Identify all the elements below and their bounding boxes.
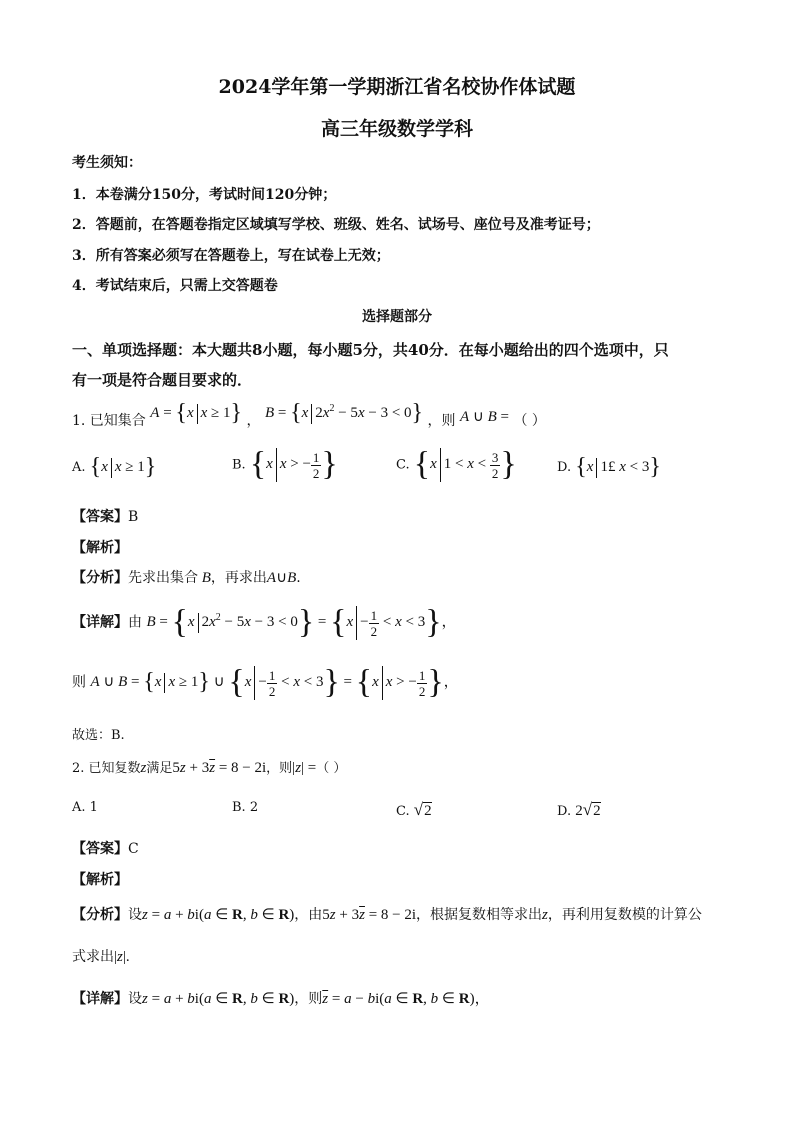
q1-ze: 则 <box>72 674 86 691</box>
q1-stem-paren: （ ） <box>513 412 546 429</box>
q2-option-a: A. 1 <box>72 800 98 815</box>
notice-item-2: 2．答题前，在答题卷指定区域填写学校、班级、姓名、试场号、座位号及准考证号； <box>72 217 600 233</box>
q2-fenxi-you: ，由 <box>294 907 323 923</box>
q1-stem-prefix: 1. 已知集合 <box>72 412 146 429</box>
q1-xiangjie-tag: 【详解】 <box>72 614 128 631</box>
q1-answer-tag: 【答案】 <box>72 509 128 525</box>
q2-fenxi-line2: 式求出|z|. <box>72 949 130 965</box>
question-1-stem: 1. 已知集合 A = {x x ≥ 1} ， B = {x $2x^2 - 5x - 3 < 0$} ，则 A ∪ B = （ ） <box>72 400 546 429</box>
q1-fenxi-text2: ，再求出 <box>210 570 267 586</box>
q2-xiangjie-she: 设 <box>128 991 142 1007</box>
q2-option-c: C. √2 <box>396 800 432 819</box>
q1-option-d: D. {x 1£ x < 3} <box>557 454 661 480</box>
section-instruction-line2: 有一项是符合题目要求的． <box>72 371 253 389</box>
exam-subtitle: 高三年级数学学科 <box>320 118 473 140</box>
q1-fenxi-text: 先求出集合 <box>128 570 198 586</box>
q2-fenxi-she: 设 <box>128 907 142 923</box>
q1-set-b: B = {x $2x^2 - 5x - 3 < 0$} <box>264 400 424 426</box>
notice-item-1: 1．本卷满分150分，考试时间120分钟； <box>72 187 337 203</box>
question-2-stem: 2. 已知复数z满足$5z + 3\overline{z} = 8 - 2i$，则|z| =（ ） <box>72 760 347 776</box>
q2-fenxi: 【分析】设z = a + bi(a ∈ R, b ∈ R)，由$5z + 3\overline{z} = 8 - 2i$，根据复数相等求出z，再利用复数模的计算公 <box>72 907 702 923</box>
q1-fenxi-tag: 【分析】 <box>72 570 128 586</box>
q2-xiangjie-tag: 【详解】 <box>72 991 128 1007</box>
section-instruction-line1: 一、单项选择题：本大题共8小题，每小题5分，共40分．在每小题给出的四个选项中，只 <box>72 341 669 359</box>
q2-analysis-tag: 【解析】 <box>72 872 128 888</box>
q2-stem-suffix: ，则 <box>266 761 293 776</box>
q1-option-b-label: B. <box>232 457 246 473</box>
section-title: 选择题部分 <box>362 309 432 325</box>
q1-xiangjie: 【详解】由 B = {x $2x^2 - 5x - 3 < 0\} = \{x$ − $\frac{1}{2}$ < x < 3}， <box>72 604 457 641</box>
q2-xiangjie: 【详解】设z = a + bi(a ∈ R, b ∈ R)，则$\overline{z} = a - bi(a$ ∈ R, b ∈ R)， <box>72 991 490 1007</box>
q2-fenxi-tag: 【分析】 <box>72 907 128 923</box>
q2-xiangjie-ze: ，则 <box>294 991 323 1007</box>
q2-fenxi-text2: ，再利用复数模的计算公 <box>547 907 702 923</box>
q2-answer <box>72 838 139 858</box>
q2-option-d-label: D. <box>557 804 572 819</box>
q2-answer-value: C <box>128 841 139 857</box>
q2-answer-tag: 【答案】 <box>72 841 128 857</box>
q1-option-c: C. {x 1 < x < $\frac{3}{2}$ } <box>396 446 517 483</box>
q1-answer <box>72 506 138 526</box>
q1-option-b: B. {x x > − $\frac{1}{2}$ } <box>232 446 338 483</box>
q2-option-d: D. 2√2 <box>557 800 601 819</box>
q1-xiangjie-you: 由 <box>128 614 142 631</box>
q2-stem-paren: （ ） <box>316 761 347 776</box>
q1-xiangjie-line2: 则 A ∪ B = {x x ≥ 1} ∪ {x − $\frac{1}{2}$ < x < 3} = {x x > − $\frac{1}{2}$ }， <box>72 664 459 701</box>
notice-item-3: 3．所有答案必须写在答题卷上，写在试卷上无效； <box>72 248 390 264</box>
exam-title: 2024学年第一学期浙江省名校协作体试题 <box>218 76 576 98</box>
q2-option-c-label: C. <box>396 804 410 819</box>
q1-option-c-label: C. <box>396 457 410 473</box>
q1-analysis-tag: 【解析】 <box>72 540 128 556</box>
q1-conclusion: 故选：B. <box>72 728 125 743</box>
q2-fenxi-text: ，根据复数相等求出 <box>416 907 543 923</box>
q1-option-a-label: A. <box>72 459 86 475</box>
notice-heading: 考生须知： <box>72 155 142 171</box>
q2-fenxi-line2-text: 式求出 <box>72 949 114 965</box>
q1-union: A ∪ B = <box>459 408 510 425</box>
notice-item-4: 4．考试结束后，只需上交答题卷 <box>72 278 278 294</box>
q1-option-a: A. {x x ≥ 1} <box>72 454 157 480</box>
q2-stem-prefix: 2. 已知复数 <box>72 761 141 776</box>
q2-option-b: B. 2 <box>232 800 259 815</box>
q1-stem-suffix: ，则 <box>427 412 456 429</box>
q1-fenxi: 【分析】先求出集合 B，再求出A∪B. <box>72 570 301 586</box>
q1-set-a: A = {x x ≥ 1} <box>150 400 243 426</box>
q1-option-d-label: D. <box>557 459 572 475</box>
q1-answer-value: B <box>128 509 139 525</box>
q2-stem-mid: 满足 <box>146 761 173 776</box>
